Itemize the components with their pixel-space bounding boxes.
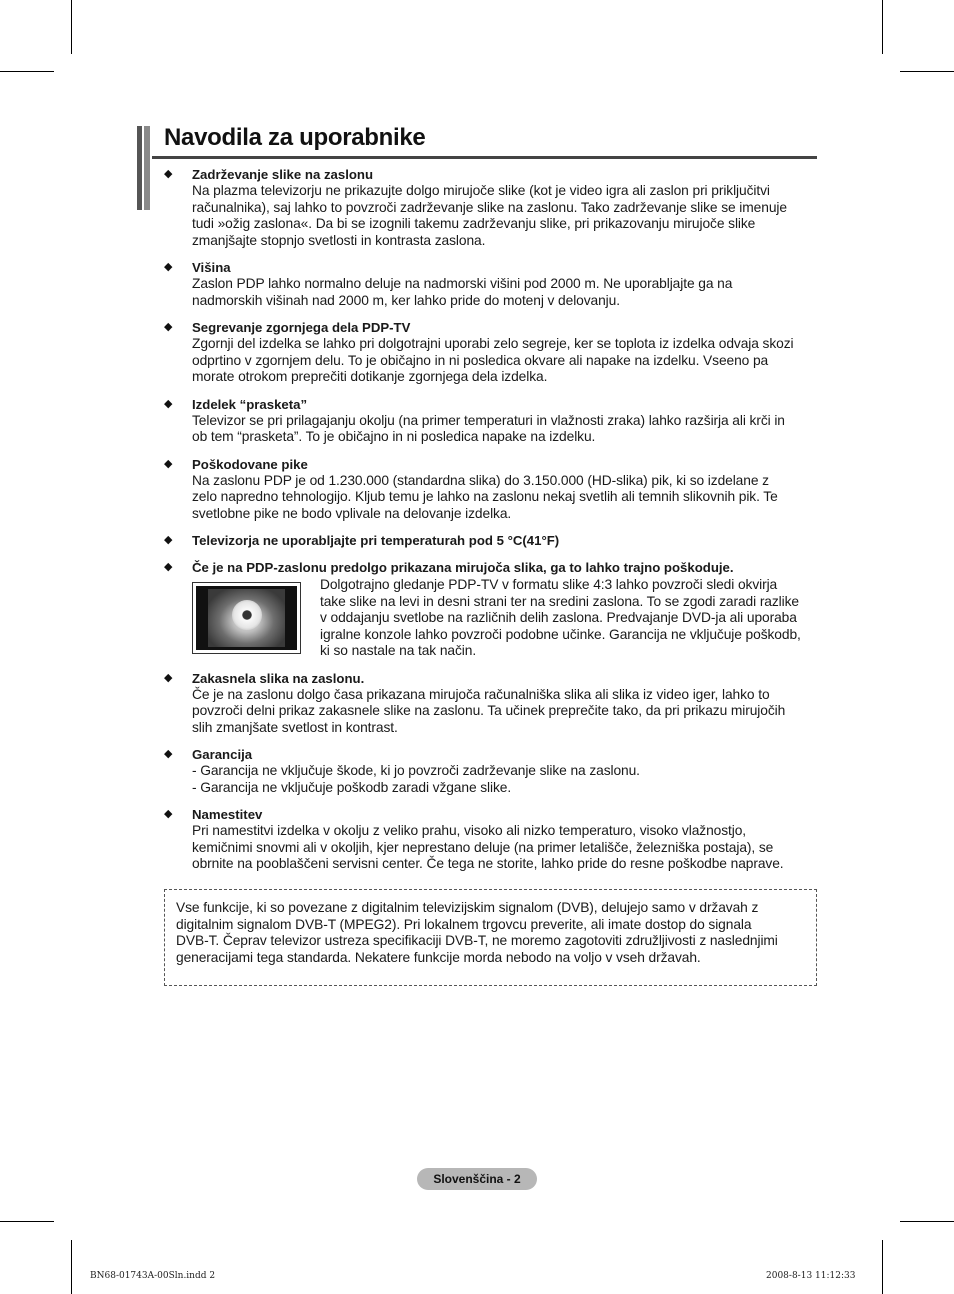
section-line: Na plazma televizorju ne prikazujte dolgo mirujoče slike (kot je video igra ali zaslon pri priključitvi (192, 183, 770, 198)
section-line: zelo napredno tehnologijo. Kljub temu je lahko na zaslonu nekaj svetlih ali temnih slikovnih pik. Te (192, 489, 778, 504)
bullet-diamond-icon: ◆ (164, 561, 173, 573)
section-line: povzroči delni prikaz zakasnele slike na zaslonu. Ta učinek preprečite tako, da pri prikazu mirujočih (192, 703, 786, 718)
crop-mark-right-bottom (900, 1221, 954, 1222)
section-title: Zakasnela slika na zaslonu. (192, 670, 365, 686)
section-line: v oddajanju svetlobe na različnih delih zaslona. Predvajanje DVD-ja ali uporaba (320, 610, 797, 625)
crop-mark-top-left (71, 0, 72, 54)
section-line: Pri namestitvi izdelka v okolju z veliko prahu, visoko ali nizko temperaturo, visoko vlažnostjo, (192, 823, 747, 838)
title-rule (152, 156, 817, 159)
section-title: Zadrževanje slike na zaslonu (192, 167, 374, 182)
bullet-diamond-icon: ◆ (164, 397, 173, 410)
bullet-diamond-icon: ◆ (164, 748, 173, 760)
title-decoration-bars (137, 126, 151, 210)
section-line: zmanjšajte stopnjo svetlosti in kontrasta zaslona. (192, 232, 486, 248)
notice-line: DVB-T. Čeprav televizor ustreza specifikaciji DVB-T, ne moremo zagotoviti združljivosti z naslednjimi (176, 933, 778, 948)
bullet-diamond-icon: ◆ (164, 534, 173, 546)
section-line: ki so nastale na tak način. (320, 643, 477, 658)
page-title: Navodila za uporabnike (164, 124, 426, 151)
section-warranty (164, 746, 824, 796)
section-line: tudi »ožig zaslona«. Da bi se izognili takemu zadrževanju slike, pri prikazovanju mirujoče slike (192, 216, 756, 231)
tv-burn-in-image (192, 582, 301, 654)
section-damaged-pixels (164, 456, 824, 523)
section-crackling (164, 396, 824, 446)
section-line: obrnite na pooblaščeni servisni center. Če tega ne storite, lahko pride do resne poškodbe naprave. (192, 856, 784, 871)
section-line: odprtino v zgornjem delu. To je običajno in ni posledica okvare ali napake na izdelku. Vseeno pa (192, 352, 769, 368)
crop-mark-top-right (882, 0, 883, 54)
section-altitude (164, 259, 824, 309)
bullet-diamond-icon: ◆ (164, 261, 173, 273)
notice-line: generacijami tega standarda. Nekatere funkcije morda nebodo na voljo v vseh državah. (176, 949, 701, 965)
section-line: igralne konzole lahko povzroči podobne učinke. Garancija ne vključuje poškodb, (320, 626, 801, 642)
section-title: Višina (192, 260, 231, 275)
section-top-heating (164, 319, 824, 386)
section-line: Zaslon PDP lahko normalno deluje na nadmorski višini pod 2000 m. Ne uporabljajte ga na (192, 276, 733, 291)
section-line: Dolgotrajno gledanje PDP-TV v formatu slike 4:3 lahko povzroči sledi okvirja (320, 577, 778, 592)
burn-in-illustration-block (192, 577, 824, 660)
crop-mark-bottom-right (882, 1240, 883, 1294)
bullet-diamond-icon: ◆ (164, 457, 173, 470)
title-bar-light (144, 126, 150, 210)
section-line: Televizor se pri prilagajanju okolju (na primer temperaturi in vlažnosti zraka) lahko razširja ali krči in (192, 412, 785, 428)
section-image-retention (164, 166, 824, 249)
section-permanent-damage (164, 559, 824, 660)
notice-line: digitalnim signalom DVB-T (MPEG2). Pri lokalnem trgovcu preverite, ali imate dostop do signala (176, 916, 752, 932)
section-installation (164, 806, 824, 873)
title-bar-dark (137, 126, 142, 210)
crop-mark-bottom-left (71, 1240, 72, 1294)
flower-icon (232, 600, 262, 630)
crop-mark-right-top (900, 71, 954, 72)
section-title: Izdelek “prasketa” (192, 396, 308, 412)
section-line: ob tem “prasketa”. To je običajno in ni posledica napake na izdelku. (192, 429, 596, 444)
instructions-content (164, 166, 824, 873)
section-line: računalnika), saj lahko to povzroči zadrževanje slike na zaslonu. Tako zadrževanje slike se imenuje (192, 199, 787, 215)
section-title: Poškodovane pike (192, 456, 308, 472)
dvb-notice-text (176, 900, 806, 966)
section-line: take slike na levi in desni strani ter na sredini zaslona. To se zgodi zaradi razlike (320, 593, 799, 609)
crop-mark-left-top (0, 71, 54, 72)
section-title: Segrevanje zgornjega dela PDP-TV (192, 320, 411, 335)
section-line: - Garancija ne vključuje škode, ki jo povzroči zadrževanje slike na zaslonu. (192, 763, 640, 778)
imprint-timestamp: 2008-8-13 11:12:33 (766, 1271, 856, 1281)
bullet-diamond-icon: ◆ (164, 321, 173, 333)
section-line: nadmorskih višinah nad 2000 m, ker lahko pride do motenj v delovanju. (192, 292, 620, 308)
bullet-diamond-icon: ◆ (164, 808, 173, 820)
dvb-notice-box (164, 889, 817, 986)
section-line: - Garancija ne vključuje poškodb zaradi vžgane slike. (192, 779, 512, 795)
page-number-label: Slovenščina - 2 (417, 1168, 537, 1190)
section-title: Če je na PDP-zaslonu predolgo prikazana mirujoča slika, ga to lahko trajno poškoduje. (192, 560, 734, 575)
burn-in-description (320, 577, 801, 660)
notice-line: Vse funkcije, ki so povezane z digitalnim televizijskim signalom (DVB), delujejo samo v državah z (176, 900, 759, 915)
bullet-diamond-icon: ◆ (164, 168, 173, 180)
section-line: Na zaslonu PDP je od 1.230.000 (standardna slika) do 3.150.000 (HD-slika) pik, ki so izdelane z (192, 472, 769, 488)
section-line: morate otrokom preprečiti dotikanje zgornjega dela izdelka. (192, 369, 548, 384)
section-line: svetlobne pike ne bodo vplivale na delovanje izdelka. (192, 505, 512, 521)
tv-screen-illustration (196, 586, 297, 650)
section-temperature (164, 532, 824, 549)
section-title: Garancija (192, 747, 253, 762)
section-line: Če je na zaslonu dolgo časa prikazana mirujoča računalniška slika ali slika iz video iger, lahko to (192, 686, 770, 702)
section-line: kemičnimi snovmi ali v okoljih, kjer neprestano deluje (na primer letališče, železniška postaja), se (192, 839, 774, 855)
section-delayed-image (164, 670, 824, 737)
crop-mark-left-bottom (0, 1221, 54, 1222)
imprint-filename: BN68-01743A-00Sln.indd 2 (90, 1271, 216, 1281)
section-line: Zgornji del izdelka se lahko pri dolgotrajni uporabi zelo segreje, ker se toplota iz izdelka odvaja skozi (192, 336, 794, 351)
section-title: Televizorja ne uporabljajte pri temperaturah pod 5 °C(41°F) (192, 533, 560, 548)
section-title: Namestitev (192, 807, 263, 822)
bullet-diamond-icon: ◆ (164, 671, 173, 684)
section-line: slih zmanjšate svetlost in kontrast. (192, 719, 398, 735)
